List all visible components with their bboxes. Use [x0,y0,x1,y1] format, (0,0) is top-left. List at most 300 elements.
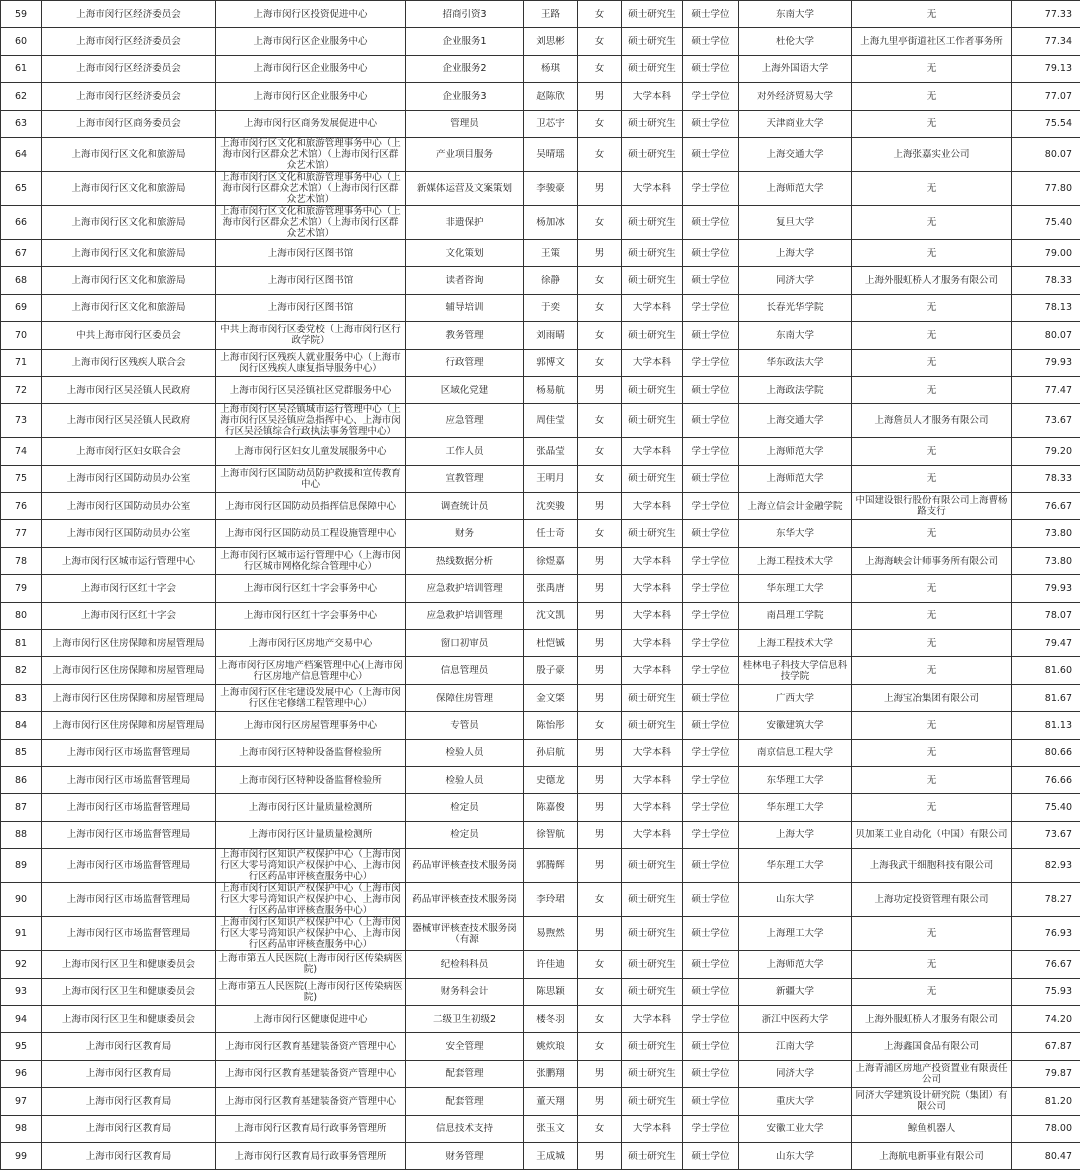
department-text: 上海市闵行区文化和旅游局 [44,275,213,286]
education-text: 硕士研究生 [624,959,680,970]
row-number-cell [1,1033,42,1060]
name-text: 陈嘉俊 [526,802,575,813]
department-cell [42,978,216,1005]
department-text: 上海市闵行区市场监督管理局 [44,775,213,786]
position-cell [406,55,524,82]
score-cell [1012,137,1080,171]
department-text: 中共上海市闵行区委员会 [44,330,213,341]
unit-cell [216,1060,406,1087]
unit-text: 上海市闵行区住宅建设发展中心（上海市闵行区住宅修缮工程管理中心） [218,687,403,709]
name-cell [524,602,578,629]
school-text: 对外经济贸易大学 [741,91,849,102]
row-number-text: 69 [3,302,39,313]
name-cell [524,766,578,793]
unit-text: 上海市闵行区国防动员指挥信息保障中心 [218,501,403,512]
employer-text: 上海张嘉实业公司 [854,149,1009,160]
school-text: 上海师范大学 [741,183,849,194]
school-cell [739,267,852,294]
degree-text: 硕士学位 [685,473,736,484]
degree-cell [683,1033,739,1060]
position-cell [406,684,524,711]
department-cell [42,55,216,82]
gender-cell [578,171,622,205]
row-number-text: 63 [3,118,39,129]
school-cell [739,349,852,376]
degree-cell [683,1142,739,1169]
school-text: 华东政法大学 [741,357,849,368]
gender-cell [578,294,622,321]
degree-cell [683,849,739,883]
unit-text: 上海市闵行区文化和旅游管理事务中心（上海市闵行区群众艺术馆）（上海市闵行区群众艺术馆） [218,138,403,171]
position-cell [406,493,524,520]
education-text: 硕士研究生 [624,928,680,939]
school-text: 杜伦大学 [741,36,849,47]
position-text: 行政管理 [408,357,521,368]
education-cell [622,821,683,848]
department-text: 上海市闵行区吴泾镇人民政府 [44,415,213,426]
name-cell [524,978,578,1005]
department-cell [42,520,216,547]
school-text: 东华理工大学 [741,775,849,786]
position-cell [406,171,524,205]
employer-cell [852,575,1012,602]
unit-cell [216,294,406,321]
table-row [1,267,1080,294]
position-text: 信息管理员 [408,665,521,676]
name-cell [524,205,578,239]
unit-text: 中共上海市闵行区委党校（上海市闵行区行政学院） [218,324,403,346]
score-cell [1012,951,1080,978]
name-cell [524,267,578,294]
degree-cell [683,55,739,82]
table-row [1,171,1080,205]
position-cell [406,657,524,684]
degree-cell [683,978,739,1005]
row-number-cell [1,917,42,951]
score-text: 77.47 [1014,385,1072,396]
row-number-text: 91 [3,928,39,939]
gender-cell [578,205,622,239]
education-cell [622,205,683,239]
unit-cell [216,83,406,110]
row-number-cell [1,547,42,574]
gender-cell [578,1005,622,1032]
employer-cell [852,110,1012,137]
department-text: 上海市闵行区国防动员办公室 [44,501,213,512]
unit-cell [216,520,406,547]
score-text: 76.67 [1014,501,1072,512]
school-text: 上海师范大学 [741,446,849,457]
education-text: 大学本科 [624,829,680,840]
table-row [1,883,1080,917]
gender-text: 女 [580,1123,619,1134]
table-row [1,465,1080,492]
position-cell [406,883,524,917]
employer-cell [852,83,1012,110]
position-text: 窗口初审员 [408,638,521,649]
employer-cell [852,349,1012,376]
degree-text: 学士学位 [685,556,736,567]
score-cell [1012,1005,1080,1032]
department-cell [42,712,216,739]
degree-cell [683,171,739,205]
unit-text: 上海市闵行区房屋管理事务中心 [218,720,403,731]
department-cell [42,766,216,793]
employer-text: 无 [854,528,1009,539]
employer-cell [852,602,1012,629]
school-text: 上海外国语大学 [741,63,849,74]
gender-text: 男 [580,583,619,594]
position-text: 二级卫生初级2 [408,1014,521,1025]
degree-cell [683,917,739,951]
position-text: 管理员 [408,118,521,129]
education-cell [622,978,683,1005]
row-number-cell [1,294,42,321]
unit-cell [216,1033,406,1060]
degree-cell [683,547,739,574]
school-cell [739,739,852,766]
row-number-cell [1,1060,42,1087]
education-cell [622,951,683,978]
score-text: 67.87 [1014,1041,1072,1052]
name-text: 李骏豪 [526,183,575,194]
school-text: 上海师范大学 [741,473,849,484]
education-cell [622,294,683,321]
education-cell [622,1005,683,1032]
employer-text: 无 [854,357,1009,368]
position-cell [406,712,524,739]
department-cell [42,1088,216,1115]
position-cell [406,322,524,349]
name-text: 周佳莹 [526,415,575,426]
table-row [1,821,1080,848]
position-cell [406,205,524,239]
education-text: 硕士研究生 [624,986,680,997]
gender-cell [578,465,622,492]
gender-cell [578,849,622,883]
score-cell [1012,684,1080,711]
gender-cell [578,110,622,137]
table-body [1,1,1080,1170]
row-number-cell [1,239,42,266]
department-text: 上海市闵行区教育局 [44,1096,213,1107]
education-text: 大学本科 [624,665,680,676]
name-text: 许佳迪 [526,959,575,970]
school-cell [739,520,852,547]
employer-text: 中国建设银行股份有限公司上海曹杨路支行 [854,495,1009,517]
department-cell [42,239,216,266]
employer-text: 无 [854,302,1009,313]
degree-cell [683,520,739,547]
unit-text: 上海市闵行区图书馆 [218,275,403,286]
table-row [1,917,1080,951]
position-cell [406,1088,524,1115]
position-text: 热线数据分析 [408,556,521,567]
score-text: 78.00 [1014,1123,1072,1134]
gender-cell [578,1,622,28]
school-text: 上海工程技术大学 [741,556,849,567]
degree-text: 学士学位 [685,802,736,813]
school-text: 上海大学 [741,248,849,259]
education-cell [622,465,683,492]
unit-cell [216,376,406,403]
name-text: 郭腾辉 [526,860,575,871]
score-text: 76.93 [1014,928,1072,939]
score-text: 82.93 [1014,860,1072,871]
employer-text: 上海我武干细胞科技有限公司 [854,860,1009,871]
position-cell [406,349,524,376]
table-row [1,547,1080,574]
gender-cell [578,978,622,1005]
row-number-text: 75 [3,473,39,484]
employer-text: 上海功定投资管理有限公司 [854,894,1009,905]
school-cell [739,978,852,1005]
school-cell [739,404,852,438]
unit-cell [216,712,406,739]
position-text: 检定员 [408,802,521,813]
department-text: 上海市闵行区残疾人联合会 [44,357,213,368]
row-number-cell [1,55,42,82]
row-number-cell [1,978,42,1005]
education-text: 硕士研究生 [624,720,680,731]
name-text: 沈文凯 [526,610,575,621]
gender-text: 女 [580,275,619,286]
gender-cell [578,821,622,848]
education-cell [622,849,683,883]
department-text: 上海市闵行区经济委员会 [44,9,213,20]
position-text: 应急救护培训管理 [408,610,521,621]
score-cell [1012,794,1080,821]
position-cell [406,267,524,294]
education-text: 硕士研究生 [624,415,680,426]
department-cell [42,28,216,55]
position-cell [406,1005,524,1032]
department-text: 上海市闵行区住房保障和房屋管理局 [44,665,213,676]
employer-text: 上海宝冶集团有限公司 [854,693,1009,704]
name-text: 陈思颖 [526,986,575,997]
row-number-text: 68 [3,275,39,286]
row-number-cell [1,1088,42,1115]
unit-cell [216,657,406,684]
employer-text: 无 [854,775,1009,786]
gender-cell [578,712,622,739]
department-cell [42,602,216,629]
unit-text: 上海市闵行区国防动员工程设施管理中心 [218,528,403,539]
unit-text: 上海市闵行区教育局行政事务管理所 [218,1123,403,1134]
education-text: 大学本科 [624,638,680,649]
table-row [1,712,1080,739]
position-cell [406,1033,524,1060]
school-cell [739,917,852,951]
degree-text: 学士学位 [685,638,736,649]
employer-cell [852,883,1012,917]
department-cell [42,951,216,978]
name-text: 楼冬羽 [526,1014,575,1025]
school-cell [739,821,852,848]
degree-cell [683,294,739,321]
position-text: 财务科会计 [408,986,521,997]
row-number-text: 84 [3,720,39,731]
school-cell [739,1033,852,1060]
score-cell [1012,267,1080,294]
employer-text: 无 [854,610,1009,621]
education-cell [622,110,683,137]
position-text: 应急救护培训管理 [408,583,521,594]
school-cell [739,171,852,205]
gender-cell [578,239,622,266]
school-text: 南京信息工程大学 [741,747,849,758]
score-cell [1012,465,1080,492]
unit-text: 上海市闵行区企业服务中心 [218,36,403,47]
degree-cell [683,267,739,294]
name-cell [524,294,578,321]
employer-cell [852,1115,1012,1142]
employer-cell [852,1060,1012,1087]
employer-text: 无 [854,928,1009,939]
degree-text: 学士学位 [685,665,736,676]
name-cell [524,28,578,55]
gender-text: 男 [580,747,619,758]
education-text: 硕士研究生 [624,275,680,286]
degree-cell [683,438,739,465]
degree-cell [683,883,739,917]
employer-cell [852,657,1012,684]
school-cell [739,376,852,403]
name-text: 赵陈欣 [526,91,575,102]
education-cell [622,684,683,711]
position-text: 保障住房管理 [408,693,521,704]
table-row [1,438,1080,465]
unit-text: 上海市闵行区计量质量检测所 [218,829,403,840]
position-cell [406,766,524,793]
unit-cell [216,110,406,137]
position-text: 宣教管理 [408,473,521,484]
name-text: 徐静 [526,275,575,286]
row-number-cell [1,520,42,547]
score-cell [1012,978,1080,1005]
gender-cell [578,657,622,684]
score-cell [1012,239,1080,266]
unit-cell [216,630,406,657]
unit-cell [216,883,406,917]
table-row [1,602,1080,629]
position-cell [406,602,524,629]
unit-text: 上海市闵行区残疾人就业服务中心（上海市闵行区残疾人康复指导服务中心） [218,352,403,374]
row-number-text: 94 [3,1014,39,1025]
row-number-text: 86 [3,775,39,786]
name-text: 杨易航 [526,385,575,396]
name-text: 易煦然 [526,928,575,939]
position-text: 企业服务3 [408,91,521,102]
education-cell [622,1033,683,1060]
score-cell [1012,322,1080,349]
education-cell [622,322,683,349]
row-number-text: 59 [3,9,39,20]
unit-text: 上海市闵行区知识产权保护中心（上海市闵行区大零号湾知识产权保护中心、上海市闵行区药品审评核查服务中心） [218,883,403,916]
row-number-text: 90 [3,894,39,905]
school-text: 上海交通大学 [741,415,849,426]
department-text: 上海市闵行区经济委员会 [44,63,213,74]
degree-text: 硕士学位 [685,330,736,341]
education-text: 硕士研究生 [624,1068,680,1079]
degree-cell [683,349,739,376]
department-cell [42,849,216,883]
position-text: 财务管理 [408,1151,521,1162]
degree-cell [683,1088,739,1115]
employer-cell [852,376,1012,403]
employer-cell [852,404,1012,438]
education-cell [622,267,683,294]
employer-cell [852,978,1012,1005]
employer-cell [852,322,1012,349]
employer-text: 无 [854,118,1009,129]
unit-cell [216,438,406,465]
gender-text: 男 [580,501,619,512]
position-text: 配套管理 [408,1068,521,1079]
employer-text: 无 [854,9,1009,20]
score-cell [1012,1060,1080,1087]
degree-text: 学士学位 [685,183,736,194]
score-text: 79.20 [1014,446,1072,457]
degree-cell [683,404,739,438]
unit-text: 上海市闵行区房地产档案管理中心(上海市闵行区房地产信息管理中心） [218,660,403,682]
table-row [1,951,1080,978]
unit-cell [216,917,406,951]
department-cell [42,1,216,28]
unit-cell [216,575,406,602]
department-cell [42,205,216,239]
table-row [1,849,1080,883]
name-cell [524,657,578,684]
gender-text: 男 [580,1068,619,1079]
gender-cell [578,630,622,657]
name-text: 张禹唐 [526,583,575,594]
table-row [1,1,1080,28]
name-cell [524,83,578,110]
degree-text: 学士学位 [685,775,736,786]
gender-text: 女 [580,302,619,313]
employer-text: 无 [854,385,1009,396]
department-cell [42,883,216,917]
degree-cell [683,630,739,657]
degree-cell [683,794,739,821]
education-cell [622,404,683,438]
education-cell [622,630,683,657]
score-text: 80.07 [1014,330,1072,341]
employer-cell [852,766,1012,793]
score-text: 75.93 [1014,986,1072,997]
gender-text: 男 [580,829,619,840]
unit-cell [216,684,406,711]
degree-text: 学士学位 [685,1123,736,1134]
gender-cell [578,349,622,376]
name-text: 徐智航 [526,829,575,840]
degree-text: 硕士学位 [685,928,736,939]
employer-cell [852,267,1012,294]
gender-text: 女 [580,217,619,228]
name-text: 陈怡彤 [526,720,575,731]
name-cell [524,684,578,711]
degree-text: 学士学位 [685,446,736,457]
score-cell [1012,493,1080,520]
name-cell [524,465,578,492]
position-text: 专管员 [408,720,521,731]
row-number-text: 65 [3,183,39,194]
department-text: 上海市闵行区国防动员办公室 [44,528,213,539]
row-number-cell [1,438,42,465]
name-text: 徐煜嘉 [526,556,575,567]
name-text: 杜恺铖 [526,638,575,649]
